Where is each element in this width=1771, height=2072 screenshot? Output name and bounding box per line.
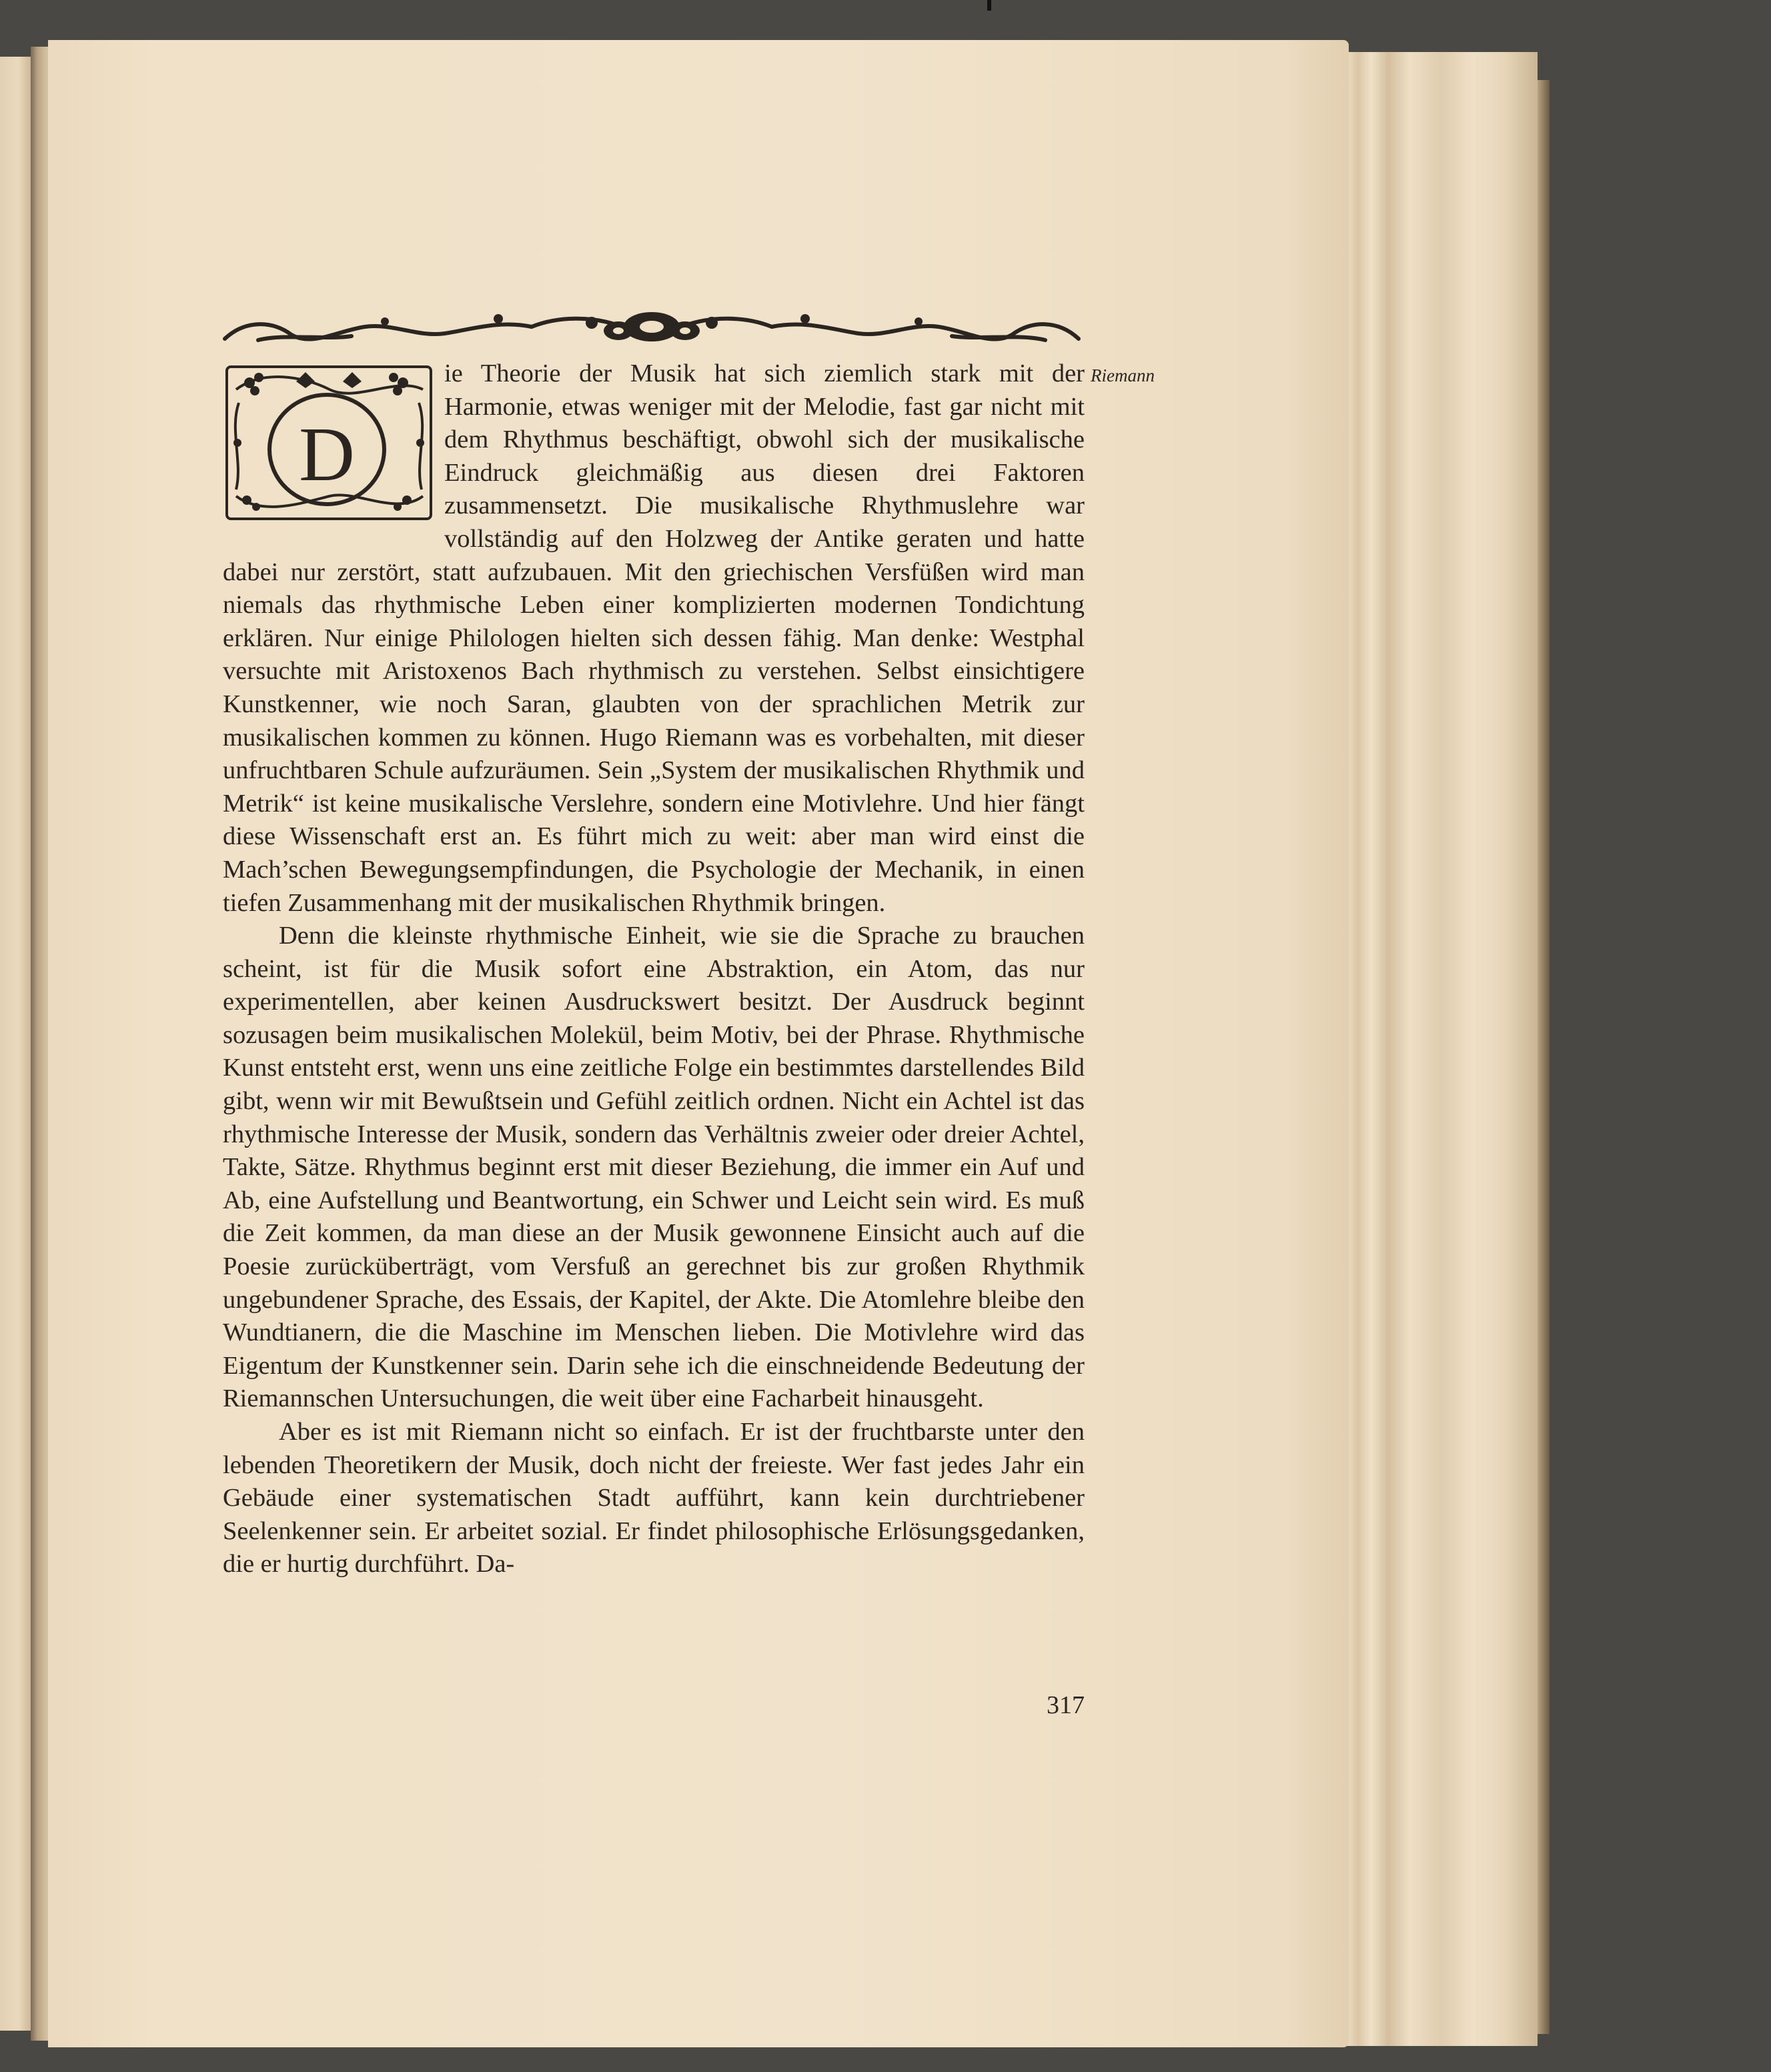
headpiece-ornament-icon bbox=[218, 307, 1085, 353]
top-mark bbox=[987, 0, 991, 11]
paragraph-1-text: ie Theorie der Musik hat sich ziemlich stark mit der Harmonie, etwas weniger mit der Melodie, fast gar nicht mit dem Rhythmus beschäftigt, obwohl sich der musikalische Eindruck gleichmäßig aus diesen drei Faktoren zusammensetzt. Die musikalische Rhythmuslehre war vollständig auf den Holzweg der Antike geraten und hatte dabei nur zerstört, statt aufzubauen. Mit den griechischen Versfüßen wird man niemals das rhythmische Leben einer komplizierten modernen Tondichtung erklären. Nur einige Philologen hielten sich dessen fähig. Man denke: Westphal versuchte mit Aristoxenos Bach rhythmisch zu verstehen. Selbst einsichtigere Kunstkenner, wie noch Saran, glaubten von der sprachlichen Metrik zur musikalischen kommen zu können. Hugo Riemann was es vorbehalten, mit dieser unfruchtbaren Schule aufzuräumen. Sein „System der musikalischen Rhythmik und Metrik“ ist keine musikalische Verslehre, sondern eine Motivlehre. Und hier fängt diese Wissenschaft erst an. Es führt mich zu weit: aber man wird einst die Mach’schen Bewegungsempfindungen, die Psychologie der Mechanik, in einen tiefen Zusammenhang mit der musikalischen Rhythmik bringen. bbox=[223, 359, 1085, 917]
book-page bbox=[48, 40, 1349, 2047]
paragraph-3: Aber es ist mit Riemann nicht so einfach. Er ist der fruchtbarste unter den lebenden Theoretikern der Musik, doch nicht der freieste. Wer fast jedes Jahr ein Gebäude einer systematischen Stadt aufführt, kann kein durchtriebener Seelenkenner sein. Er arbeitet sozial. Er findet philosophische Erlösungsgedanken, die er hurtig durchführt. Da- bbox=[223, 1418, 1085, 1579]
book-cover-edge bbox=[1538, 80, 1550, 2034]
body-text bbox=[223, 357, 1085, 1581]
margin-note: Riemann bbox=[1091, 365, 1155, 385]
page-stack-edge bbox=[1324, 52, 1538, 2046]
drop-cap-letter: D bbox=[299, 412, 355, 497]
paragraph-1 bbox=[223, 357, 1085, 920]
left-page-edge bbox=[0, 57, 31, 2031]
paragraph-2: Denn die kleinste rhythmische Einheit, wie sie die Sprache zu brauchen scheint, ist für die Musik sofort eine Abstraktion, ein Atom, das nur experimentellen, aber keinen Ausdruckswert besitzt. Der Ausdruck beginnt sozusagen beim musikalischen Molekül, beim Motiv, bei der Phrase. Rhythmische Kunst entsteht erst, wenn uns eine zeitliche Folge ein bestimmtes darstellendes Bild gibt, wenn wir mit Bewußtsein und Gefühl zeitlich ordnen. Nicht ein Achtel ist das rhythmische Interesse der Musik, sondern das Verhältnis zweier oder dreier Achtel, Takte, Sätze. Rhythmus beginnt erst mit dieser Beziehung, die immer ein Auf und Ab, eine Aufstellung und Beantwortung, ein Schwer und Leicht sein wird. Es muß die Zeit kommen, da man diese an der Musik gewonnene Einsicht auch auf die Poesie zurücküberträgt, vom Versfuß an gerechnet bis zur großen Rhythmik ungebundener Sprache, des Essais, der Kapitel, der Akte. Die Atomlehre bleibe den Wundtianern, die die Maschine im Menschen lieben. Die Motivlehre wird das Eigentum der Kunstkenner sein. Darin sehe ich die einschneidende Bedeutung der Riemannschen Untersuchungen, die weit über eine Facharbeit hinausgeht. bbox=[223, 922, 1085, 1413]
drop-cap bbox=[223, 363, 435, 523]
book-gutter bbox=[31, 47, 48, 2041]
page-number: 317 bbox=[1047, 1691, 1085, 1719]
